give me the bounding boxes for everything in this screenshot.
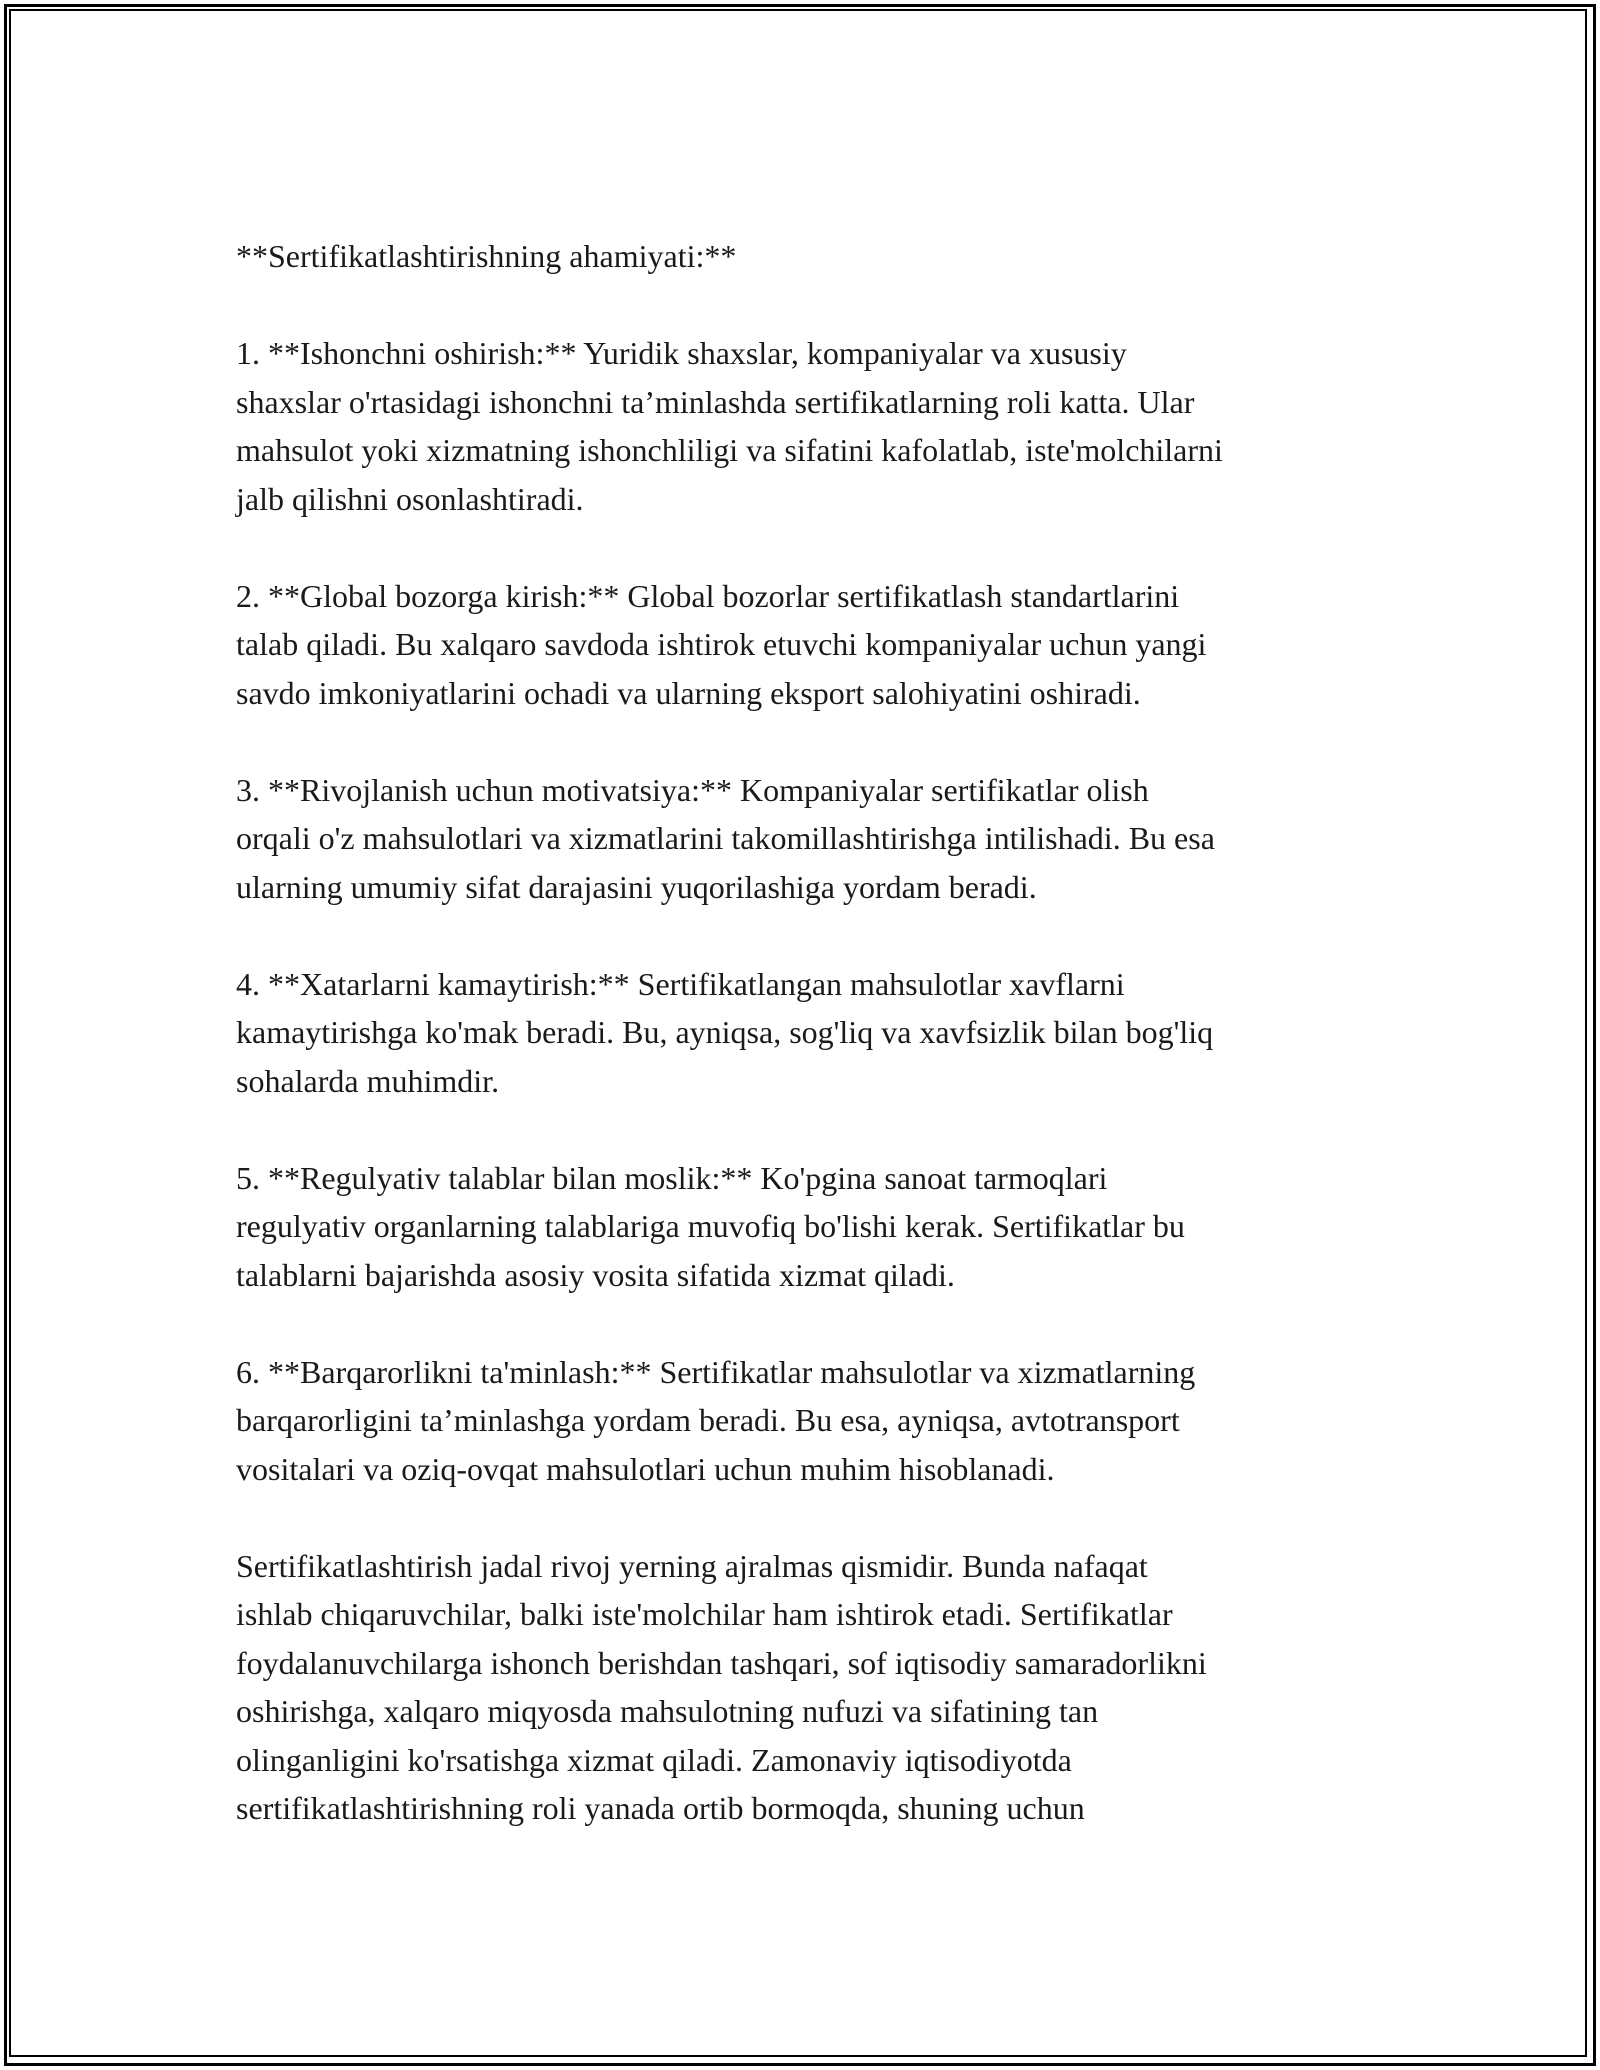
- text-line: 5. **Regulyativ talablar bilan moslik:** Ko'pgina sanoat tarmoqlari: [236, 1159, 1108, 1196]
- text-line: sertifikatlashtirishning roli yanada ortib bormoqda, shuning uchun: [236, 1790, 1085, 1826]
- text-line: 1. **Ishonchni oshirish:** Yuridik shaxslar, kompaniyalar va xususiy: [236, 335, 1127, 371]
- text-line: savdo imkoniyatlarini ochadi va ularning eksport salohiyatini oshiradi.: [236, 674, 1141, 711]
- text-line: ularning umumiy sifat darajasini yuqorilashiga yordam beradi.: [236, 868, 1037, 905]
- text-line: regulyativ organlarning talablariga muvofiq bo'lishi kerak. Sertifikatlar bu: [236, 1208, 1185, 1244]
- text-line: vositalari va oziq-ovqat mahsulotlari uchun muhim hisoblanadi.: [236, 1450, 1055, 1487]
- list-item-1: [236, 329, 1386, 523]
- text-line: sohalarda muhimdir.: [236, 1062, 500, 1099]
- list-item-2: [236, 572, 1386, 718]
- text-line: barqarorligini ta’minlashga yordam beradi. Bu esa, ayniqsa, avtotransport: [236, 1402, 1180, 1438]
- text-line: orqali o'z mahsulotlari va xizmatlarini takomillashtirishga intilishadi. Bu esa: [236, 820, 1215, 856]
- document-body: [236, 232, 1386, 1833]
- list-item-3: [236, 766, 1386, 912]
- text-line: olinganligini ko'rsatishga xizmat qiladi. Zamonaviy iqtisodiyotda: [236, 1741, 1072, 1778]
- text-line: oshirishga, xalqaro miqyosda mahsulotning nufuzi va sifatining tan: [236, 1693, 1099, 1729]
- text-line: foydalanuvchilarga ishonch berishdan tashqari, sof iqtisodiy samaradorlikni: [236, 1644, 1207, 1681]
- text-line: 6. **Barqarorlikni ta'minlash:** Sertifikatlar mahsulotlar va xizmatlarning: [236, 1353, 1196, 1390]
- document-heading: **Sertifikatlashtirishning ahamiyati:**: [236, 238, 737, 274]
- text-line: talab qiladi. Bu xalqaro savdoda ishtirok etuvchi kompaniyalar uchun yangi: [236, 626, 1207, 662]
- text-line: jalb qilishni osonlashtiradi.: [236, 480, 584, 517]
- text-line: 2. **Global bozorga kirish:** Global bozorlar sertifikatlash standartlarini: [236, 577, 1180, 614]
- text-line: 3. **Rivojlanish uchun motivatsiya:** Kompaniyalar sertifikatlar olish: [236, 771, 1149, 808]
- text-line: 4. **Xatarlarni kamaytirish:** Sertifikatlangan mahsulotlar xavflarni: [236, 965, 1125, 1002]
- text-line: shaxslar o'rtasidagi ishonchni ta’minlashda sertifikatlarning roli katta. Ular: [236, 383, 1195, 420]
- text-line: kamaytirishga ko'mak beradi. Bu, ayniqsa, sog'liq va xavfsizlik bilan bog'liq: [236, 1014, 1214, 1050]
- list-item-4: [236, 960, 1386, 1106]
- text-line: Sertifikatlashtirish jadal rivoj yerning ajralmas qismidir. Bunda nafaqat: [236, 1547, 1148, 1584]
- text-line: talablarni bajarishda asosiy vosita sifatida xizmat qiladi.: [236, 1256, 955, 1293]
- text-line: ishlab chiqaruvchilar, balki iste'molchilar ham ishtirok etadi. Sertifikatlar: [236, 1596, 1173, 1632]
- list-item-6: [236, 1348, 1386, 1494]
- text-line: mahsulot yoki xizmatning ishonchliligi va sifatini kafolatlab, iste'molchilarni: [236, 432, 1223, 468]
- conclusion-paragraph: [236, 1542, 1386, 1833]
- list-item-5: [236, 1154, 1386, 1300]
